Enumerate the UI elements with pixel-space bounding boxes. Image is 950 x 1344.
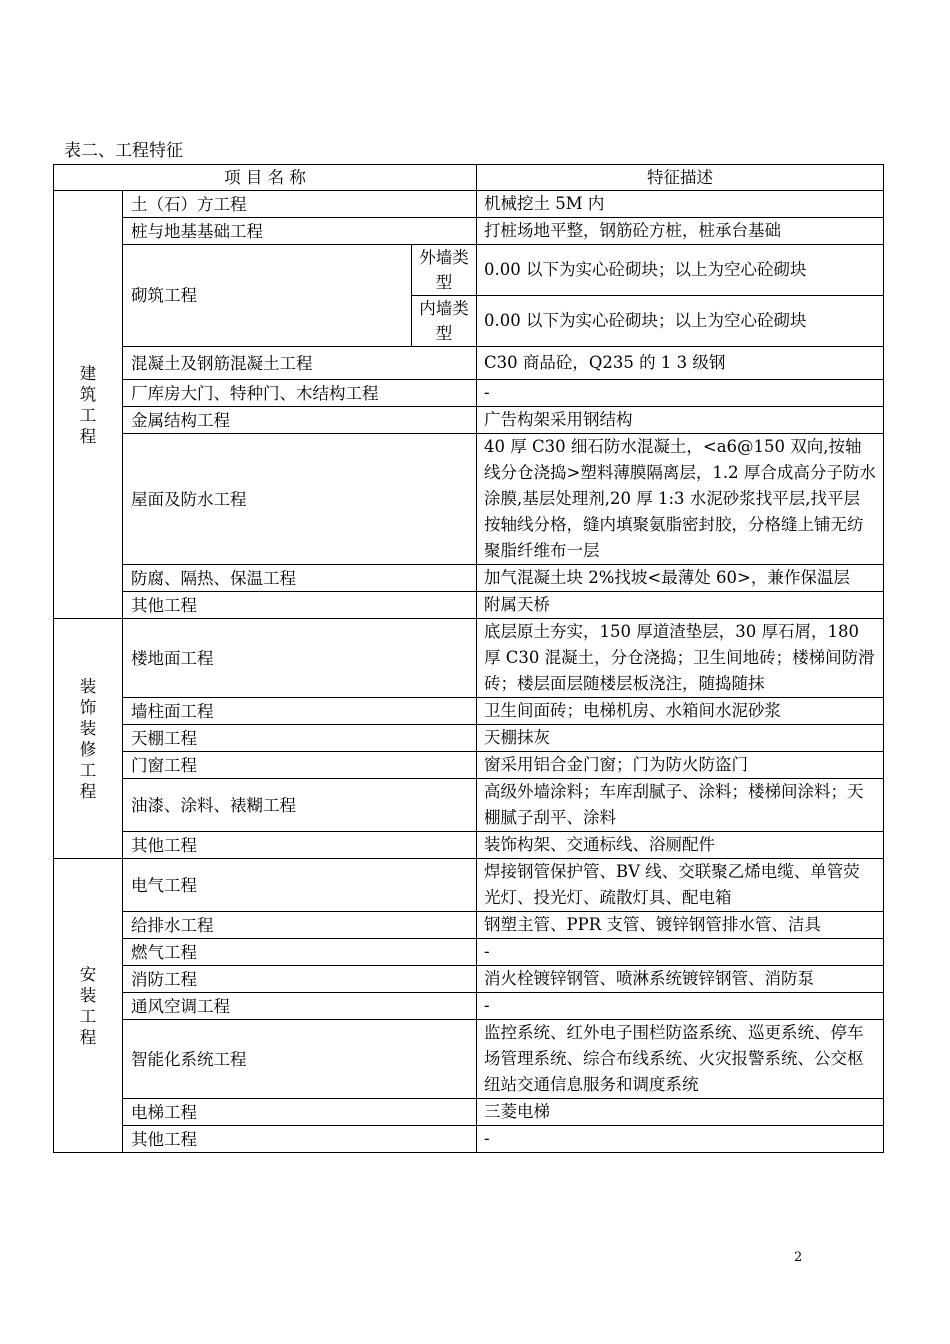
item-desc: 机械挖土 5M 内 (477, 191, 884, 218)
item-name: 砌筑工程 (123, 245, 412, 347)
table-row (54, 407, 884, 434)
item-desc: 加气混凝土块 2%找坡<最薄处 60>，兼作保温层 (477, 565, 884, 592)
table-row (54, 939, 884, 966)
item-desc: - (477, 380, 884, 407)
item-desc: 窗采用铝合金门窗；门为防火防盗门 (477, 752, 884, 779)
item-desc: 0.00 以下为实心砼砌块；以上为空心砼砌块 (477, 296, 884, 347)
category-label: 建筑工程 (79, 363, 97, 446)
table-row (54, 245, 884, 296)
item-desc: 钢塑主管、PPR 支管、镀锌钢管排水管、洁具 (477, 912, 884, 939)
item-name: 其他工程 (123, 592, 477, 619)
item-name: 金属结构工程 (123, 407, 477, 434)
item-name: 防腐、隔热、保温工程 (123, 565, 477, 592)
sub-label: 外墙类型 (412, 245, 477, 296)
table-row (54, 725, 884, 752)
item-desc: 焊接钢管保护管、BV 线、交联聚乙烯电缆、单管荧光灯、投光灯、疏散灯具、配电箱 (477, 859, 884, 912)
table-row (54, 1020, 884, 1099)
table-row (54, 191, 884, 218)
item-name: 土（石）方工程 (123, 191, 477, 218)
table-row (54, 752, 884, 779)
page-number: 2 (794, 1250, 803, 1265)
table-row (54, 592, 884, 619)
table-row (54, 993, 884, 1020)
item-desc: 附属天桥 (477, 592, 884, 619)
item-desc: 装饰构架、交通标线、浴厕配件 (477, 832, 884, 859)
item-name: 屋面及防水工程 (123, 434, 477, 565)
item-desc: 消火栓镀锌钢管、喷淋系统镀锌钢管、消防泵 (477, 966, 884, 993)
item-desc: - (477, 993, 884, 1020)
item-name: 天棚工程 (123, 725, 477, 752)
item-desc: 高级外墙涂料；车库刮腻子、涂料；楼梯间涂料；天棚腻子刮平、涂料 (477, 779, 884, 832)
table-row (54, 966, 884, 993)
item-desc: 打桩场地平整，钢筋砼方桩，桩承台基础 (477, 218, 884, 245)
table-header-row (54, 165, 884, 191)
table-row (54, 434, 884, 565)
item-desc: - (477, 1126, 884, 1153)
item-desc: 广告构架采用钢结构 (477, 407, 884, 434)
item-name: 燃气工程 (123, 939, 477, 966)
category-cell (54, 859, 123, 1153)
table-row (54, 859, 884, 912)
sub-label: 内墙类型 (412, 296, 477, 347)
item-name: 消防工程 (123, 966, 477, 993)
item-desc: C30 商品砼，Q235 的 1 3 级钢 (477, 347, 884, 380)
item-desc: 天棚抹灰 (477, 725, 884, 752)
item-name: 墙柱面工程 (123, 698, 477, 725)
item-desc: 三菱电梯 (477, 1099, 884, 1126)
item-desc: 40 厚 C30 细石防水混凝土，<a6@150 双向,按轴线分仓浇捣>塑料薄膜隔离层，1.2 厚合成高分子防水涂膜,基层处理剂,20 厚 1:3 水泥砂浆找平层,找平层按轴线分格，缝内填聚氨脂密封胶，分格缝上铺无纺聚脂纤维布一层 (477, 434, 884, 565)
table-caption: 表二、工程特征 (64, 141, 183, 161)
table-row (54, 347, 884, 380)
item-name: 给排水工程 (123, 912, 477, 939)
table-row (54, 218, 884, 245)
table-row (54, 779, 884, 832)
table-row (54, 1099, 884, 1126)
item-name: 门窗工程 (123, 752, 477, 779)
table-row (54, 912, 884, 939)
table-row (54, 698, 884, 725)
item-name: 电气工程 (123, 859, 477, 912)
table-row (54, 380, 884, 407)
item-desc: 0.00 以下为实心砼砌块；以上为空心砼砌块 (477, 245, 884, 296)
table-row (54, 1126, 884, 1153)
item-name: 混凝土及钢筋混凝土工程 (123, 347, 477, 380)
item-name: 油漆、涂料、裱糊工程 (123, 779, 477, 832)
header-description: 特征描述 (477, 165, 884, 191)
engineering-features-table (53, 164, 884, 1153)
category-label: 安装工程 (79, 964, 97, 1047)
item-name: 桩与地基基础工程 (123, 218, 477, 245)
category-cell (54, 619, 123, 859)
item-name: 其他工程 (123, 1126, 477, 1153)
category-cell (54, 191, 123, 619)
table-row (54, 832, 884, 859)
item-desc: 卫生间面砖；电梯机房、水箱间水泥砂浆 (477, 698, 884, 725)
category-label: 装饰装修工程 (79, 676, 97, 801)
item-name: 楼地面工程 (123, 619, 477, 698)
header-item-name: 项 目 名 称 (54, 165, 477, 191)
item-desc: 底层原土夯实，150 厚道渣垫层，30 厚石屑，180 厚 C30 混凝土，分仓浇捣；卫生间地砖；楼梯间防滑砖；楼层面层随楼层板浇注，随捣随抹 (477, 619, 884, 698)
item-desc: 监控系统、红外电子围栏防盗系统、巡更系统、停车场管理系统、综合布线系统、火灾报警系统、公交枢纽站交通信息服务和调度系统 (477, 1020, 884, 1099)
table-row (54, 565, 884, 592)
item-desc: - (477, 939, 884, 966)
item-name: 通风空调工程 (123, 993, 477, 1020)
item-name: 厂库房大门、特种门、木结构工程 (123, 380, 477, 407)
item-name: 电梯工程 (123, 1099, 477, 1126)
table-row (54, 619, 884, 698)
item-name: 其他工程 (123, 832, 477, 859)
item-name: 智能化系统工程 (123, 1020, 477, 1099)
